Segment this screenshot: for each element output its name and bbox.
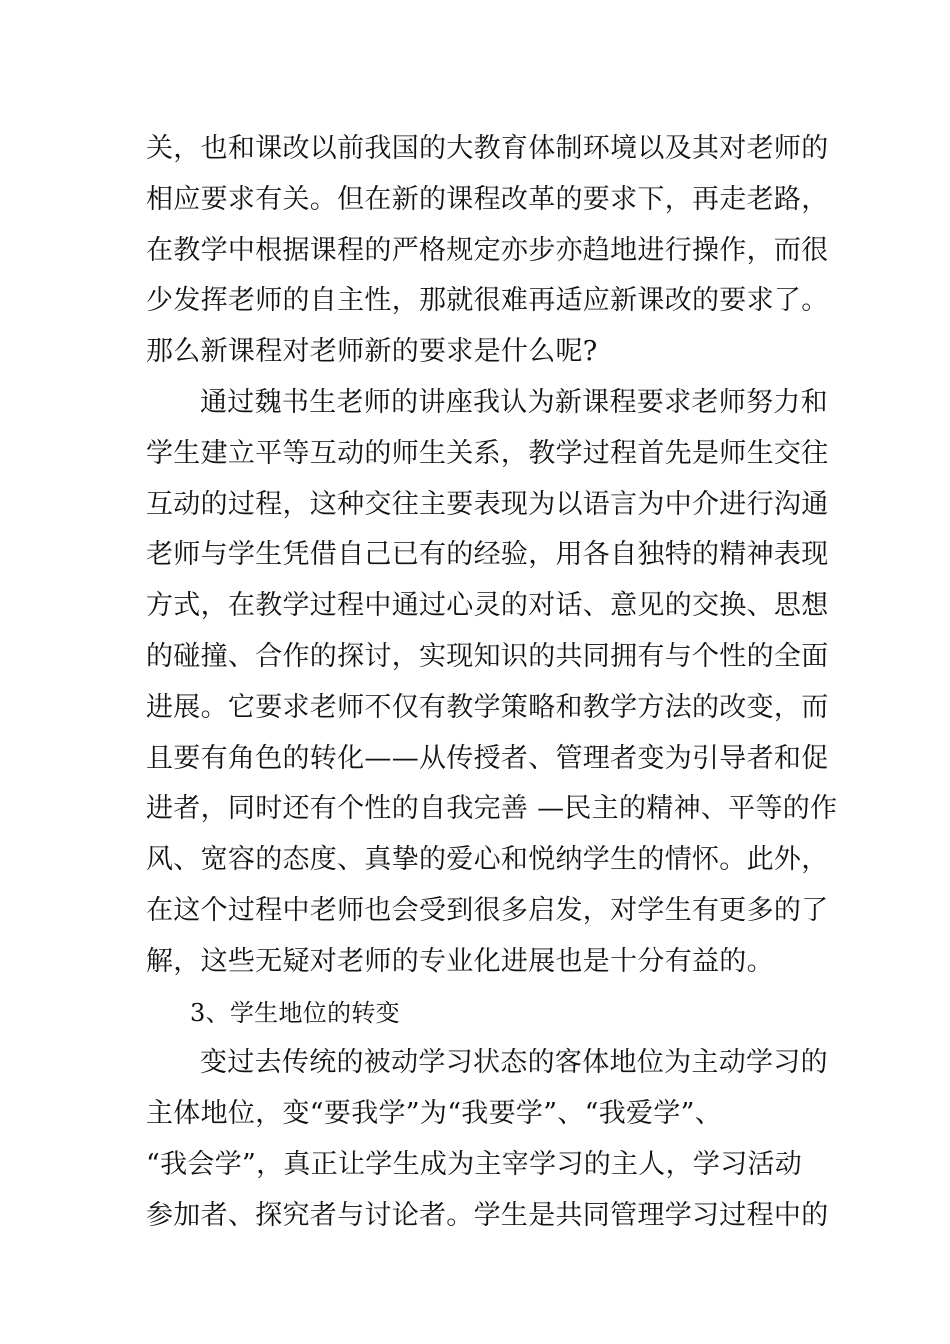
paragraph-start-line: 通过魏书生老师的讲座我认为新课程要求老师努力和 [200, 386, 828, 418]
text-line: 的碰撞、合作的探讨，实现知识的共同拥有与个性的全面 [146, 640, 829, 672]
text-line: 且要有角色的转化——从传授者、管理者变为引导者和促 [146, 742, 829, 774]
text-line: 进者，同时还有个性的自我完善 —民主的精神、平等的作 [146, 793, 838, 825]
text-line: 那么新课程对老师新的要求是什么呢? [146, 336, 598, 368]
text-line: “我会学”，真正让学生成为主宰学习的主人，学习活动 [146, 1148, 803, 1180]
text-line: 主体地位，变“要我学”为“我要学”、“我爱学”、 [146, 1098, 723, 1130]
text-line: 老师与学生凭借自己已有的经验，用各自独特的精神表现 [146, 539, 829, 571]
text-line: 互动的过程，这种交往主要表现为以语言为中介进行沟通 [146, 488, 829, 520]
text-line: 在教学中根据课程的严格规定亦步亦趋地进行操作，而很 [146, 234, 829, 266]
text-line: 进展。它要求老师不仅有教学策略和教学方法的改变，而 [146, 691, 829, 723]
text-line: 在这个过程中老师也会受到很多启发，对学生有更多的了 [146, 894, 829, 926]
text-line: 关，也和课改以前我国的大教育体制环境以及其对老师的 [146, 133, 829, 164]
text-line: 方式，在教学过程中通过心灵的对话、意见的交换、思想 [146, 590, 829, 622]
document-body [146, 124, 838, 1242]
text-line: 解，这些无疑对老师的专业化进展也是十分有益的。 [146, 945, 774, 977]
text-line: 相应要求有关。但在新的课程改革的要求下，再走老路， [146, 183, 829, 215]
text-line: 少发挥老师的自主性，那就很难再适应新课改的要求了。 [146, 285, 829, 317]
text-line: 风、宽容的态度、真挚的爱心和悦纳学生的情怀。此外， [146, 844, 829, 876]
section-heading: 3、学生地位的转变 [190, 998, 400, 1027]
paragraph-start-line: 变过去传统的被动学习状态的客体地位为主动学习的 [200, 1047, 828, 1079]
text-line: 学生建立平等互动的师生关系，教学过程首先是师生交往 [146, 437, 829, 469]
text-line: 参加者、探究者与讨论者。学生是共同管理学习过程中的 [146, 1199, 829, 1231]
